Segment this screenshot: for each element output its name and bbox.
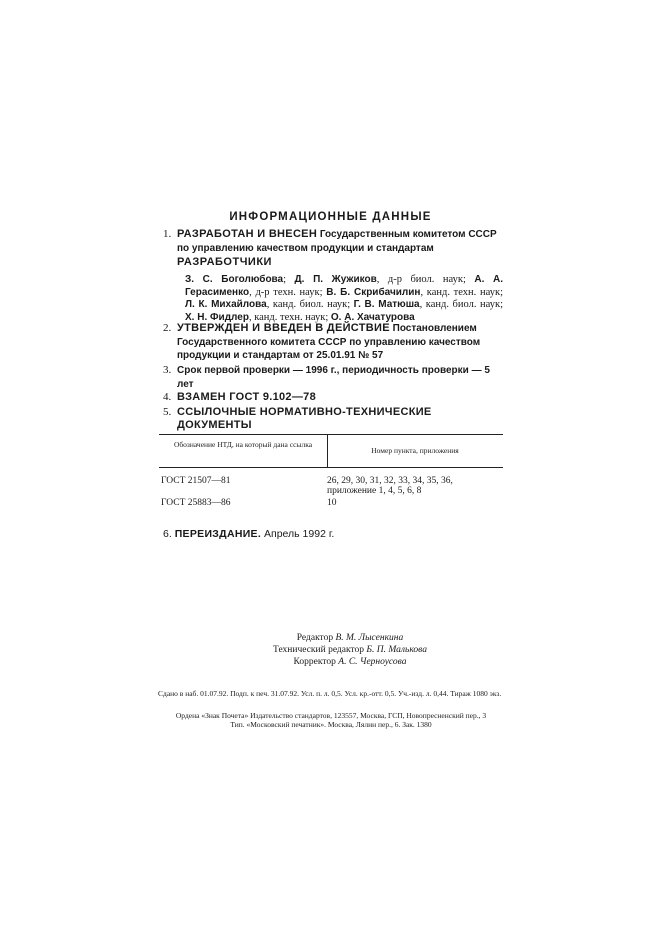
imprint-publisher-line: Ордена «Знак Почета» Издательство стандартов, 123557, Москва, ГСП, Новопресненский пер., 3 bbox=[175, 711, 487, 720]
reference-table bbox=[159, 434, 503, 510]
item-text: Апрель 1992 г. bbox=[264, 528, 335, 540]
developer-name: Х. Н. Фидлер bbox=[185, 311, 249, 323]
editor-line bbox=[200, 656, 500, 668]
imprint-typography-line: Тип. «Московский печатник». Москва, Лялин пер., 6. Зак. 1380 bbox=[230, 720, 432, 729]
table-cell-doc: ГОСТ 25883—86 bbox=[161, 498, 231, 508]
developer-name: З. С. Боголюбова bbox=[185, 274, 284, 285]
item-number: 5. bbox=[163, 406, 172, 418]
developers-heading: РАЗРАБОТЧИКИ bbox=[177, 256, 272, 268]
developer-name: Л. К. Михайлова bbox=[185, 299, 267, 310]
item-number: 1. bbox=[163, 228, 172, 240]
developer-name: Г. В. Матюша bbox=[353, 299, 420, 310]
item-lead: ВЗАМЕН ГОСТ 9.102—78 bbox=[177, 391, 316, 403]
item-lead: УТВЕРЖДЕН И ВВЕДЕН В ДЕЙСТВИЕ bbox=[177, 322, 390, 334]
item-number: 4. bbox=[163, 391, 172, 403]
editor-name: В. М. Лысенкина bbox=[335, 633, 404, 643]
item-text: Государственным комитетом СССР по управлению качеством продукции и стандартам bbox=[177, 229, 497, 254]
editor-role: Корректор bbox=[293, 657, 336, 667]
imprint-publisher bbox=[158, 711, 504, 729]
editor-line bbox=[200, 644, 500, 656]
editor-name: А. С. Черноусова bbox=[338, 657, 407, 667]
developer-degree: канд. биол. наук bbox=[272, 299, 348, 310]
developer-degree: канд. биол. наук bbox=[425, 299, 501, 310]
section-title: ИНФОРМАЦИОННЫЕ ДАННЫЕ bbox=[229, 211, 432, 223]
table-row bbox=[159, 476, 503, 498]
developer-degree: канд. техн. наук bbox=[426, 286, 501, 298]
item-replaces bbox=[163, 391, 503, 404]
table-header bbox=[159, 434, 503, 468]
table-header-doc: Обозначение НТД, на который дана ссылка bbox=[173, 440, 313, 449]
item-lead: ССЫЛОЧНЫЕ НОРМАТИВНО-ТЕХНИЧЕСКИЕ ДОКУМЕНТЫ bbox=[177, 406, 432, 431]
item-number: 6. bbox=[163, 528, 172, 540]
item-number: 2. bbox=[163, 322, 172, 334]
item-developed bbox=[163, 228, 503, 255]
editor-role: Технический редактор bbox=[273, 645, 364, 655]
developer-name: О. А. Хачатурова bbox=[330, 311, 415, 323]
table-cell-ref: 26, 29, 30, 31, 32, 33, 34, 35, 36, приложение 1, 4, 5, 6, 8 bbox=[327, 476, 453, 496]
developer-degree: д-р биол. наук bbox=[387, 274, 463, 285]
editor-name: Б. П. Малькова bbox=[366, 645, 427, 655]
developer-name: А. А. Герасименко bbox=[185, 274, 504, 298]
item-lead: ПЕРЕИЗДАНИЕ. bbox=[174, 528, 262, 540]
item-text: Срок первой проверки — 1996 г., периодичность проверки — 5 лет bbox=[177, 365, 490, 390]
item-lead: РАЗРАБОТАН И ВНЕСЕН bbox=[177, 228, 318, 240]
table-cell-ref: 10 bbox=[327, 498, 337, 508]
table-cell-doc: ГОСТ 21507—81 bbox=[161, 476, 231, 486]
editor-role: Редактор bbox=[296, 633, 334, 643]
item-approved bbox=[163, 322, 503, 363]
item-reissue bbox=[163, 528, 334, 540]
item-references bbox=[163, 406, 503, 431]
developer-name: В. Б. Скрибачилин bbox=[326, 286, 421, 298]
table-row bbox=[159, 498, 503, 510]
item-text: Постановлением Государственного комитета СССР по управлению качеством продукции и стандартам от 25.01.91 № 57 bbox=[177, 323, 481, 361]
developers-list: З. С. Боголюбова; Д. П. Жужиков, д-р биол. наук; А. А. Герасименко, д-р техн. наук; В. Б. Скрибачилин, канд. техн. наук; Л. К. Михайлова, канд. биол. наук; Г. В. Матюша, канд. биол. наук; Х. Н. Фидлер, канд. техн. наук; О. А. Хачатурова bbox=[185, 274, 504, 323]
editor-line bbox=[200, 632, 500, 644]
developer-degree: д-р техн. наук bbox=[255, 286, 320, 298]
table-header-ref: Номер пункта, приложения bbox=[371, 446, 459, 455]
imprint-print-data: Сдано в наб. 01.07.92. Подп. к печ. 31.07.92. Усл. п. л. 0,5. Усл. кр.-отт. 0,5. Уч.-изд. л. 0,44. Тираж 1080 экз. bbox=[158, 689, 502, 698]
editors-block bbox=[200, 632, 500, 668]
item-review bbox=[163, 364, 503, 391]
developer-name: Д. П. Жужиков bbox=[294, 274, 377, 285]
developer-degree: канд. техн. наук bbox=[254, 311, 326, 323]
item-number: 3. bbox=[163, 364, 172, 376]
